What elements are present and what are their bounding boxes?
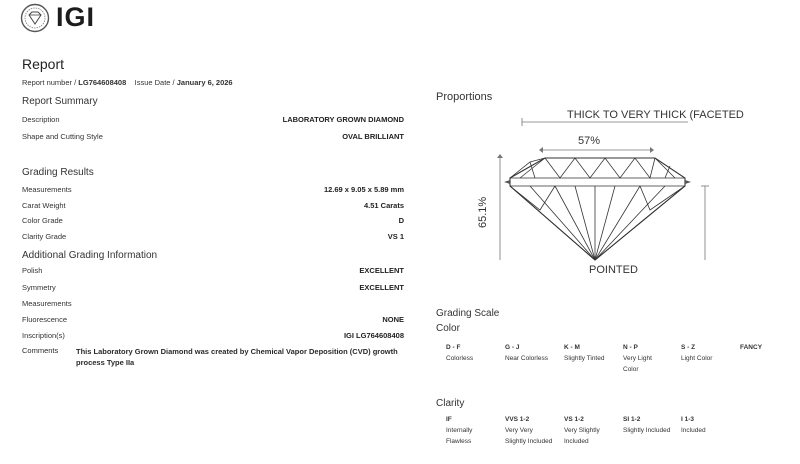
comments-text: This Laboratory Grown Diamond was created by Chemical Vapor Deposition (CVD) growth process Type IIa: [76, 347, 398, 367]
row-value: 12.69 x 9.05 x 5.89 mm: [323, 185, 404, 194]
scale-desc: Slightly Included: [623, 427, 671, 434]
clarity-scale-item: [505, 414, 553, 447]
scale-desc: Light Color: [681, 355, 713, 362]
scale-desc: Near Colorless: [505, 355, 548, 362]
scale-grade: D - F: [446, 344, 461, 351]
row-value: NONE: [382, 315, 404, 324]
summary-row-shape: [22, 132, 404, 144]
report-number: LG764608408: [78, 78, 127, 87]
summary-row-description: [22, 115, 404, 127]
row-label: Polish: [22, 266, 43, 275]
scale-desc: Very Light Color: [623, 355, 652, 373]
additional-row-measurements: [22, 299, 404, 311]
row-value: D: [398, 216, 404, 225]
scale-grade: IF: [446, 416, 452, 423]
brand-name: IGI: [56, 2, 96, 32]
row-value: IGI LG764608408: [343, 331, 404, 340]
row-label: Symmetry: [22, 283, 56, 292]
row-label: Fluorescence: [22, 315, 68, 324]
color-scale-item: [505, 342, 557, 364]
culet-label: POINTED: [589, 264, 638, 276]
summary-title: Report Summary: [22, 96, 98, 107]
row-label: Measurements: [22, 299, 72, 308]
color-scale-item: [740, 342, 792, 353]
row-label: Shape and Cutting Style: [22, 132, 103, 141]
additional-row-symmetry: [22, 283, 404, 295]
scale-grade: S - Z: [681, 344, 696, 351]
scale-grade: N - P: [623, 344, 638, 351]
color-scale-title: Color: [436, 323, 460, 334]
row-value: LABORATORY GROWN DIAMOND: [282, 115, 404, 124]
igi-seal-icon: [20, 3, 50, 33]
igi-logo: [20, 2, 95, 33]
scale-grade: K - M: [564, 344, 580, 351]
color-scale-item: [623, 342, 669, 375]
additional-row-polish: [22, 266, 404, 278]
grading-row-color: [22, 216, 404, 228]
scale-grade: VVS 1-2: [505, 416, 530, 423]
row-value: EXCELLENT: [359, 266, 404, 275]
scale-desc: Internally Flawless: [446, 427, 473, 445]
grading-title: Grading Results: [22, 167, 94, 178]
grading-row-measurements: [22, 185, 404, 197]
diamond-proportions-diagram: [477, 100, 760, 285]
clarity-scale-item: [564, 414, 616, 447]
clarity-scale-item: [681, 414, 733, 436]
color-scale-item: [446, 342, 498, 364]
grading-row-clarity: [22, 232, 404, 244]
table-percent: 57%: [578, 135, 601, 147]
issue-date: January 6, 2026: [176, 78, 233, 87]
clarity-scale-item: [446, 414, 498, 447]
comments-label: Comments: [22, 346, 59, 355]
row-value: VS 1: [387, 232, 404, 241]
row-label: Clarity Grade: [22, 232, 67, 241]
row-label: Color Grade: [22, 216, 63, 225]
row-value: OVAL BRILLIANT: [342, 132, 404, 141]
row-label: Inscription(s): [22, 331, 65, 340]
row-value: 4.51 Carats: [363, 201, 404, 210]
row-value: EXCELLENT: [359, 283, 404, 292]
proportions-title: Proportions: [436, 91, 493, 103]
scale-grade: FANCY: [740, 344, 763, 351]
row-label: Measurements: [22, 185, 72, 194]
girdle-label: THICK TO VERY THICK (FACETED: [567, 109, 744, 121]
scale-grade: I 1-3: [681, 416, 695, 423]
report-title: Report: [22, 56, 65, 72]
scale-grade: G - J: [505, 344, 520, 351]
scale-desc: Slightly Tinted: [564, 355, 605, 362]
scale-grade: SI 1-2: [623, 416, 641, 423]
scale-desc: Very Slightly Included: [564, 427, 600, 445]
additional-row-fluorescence: [22, 315, 404, 327]
scale-grade: VS 1-2: [564, 416, 584, 423]
additional-row-inscription: [22, 331, 404, 343]
additional-title: Additional Grading Information: [22, 250, 158, 261]
color-scale-item: [681, 342, 736, 364]
grading-scale-title: Grading Scale: [436, 308, 500, 319]
report-number-label: Report number /: [22, 78, 77, 87]
row-label: Description: [22, 115, 60, 124]
clarity-scale-title: Clarity: [436, 398, 465, 409]
report-meta: [22, 78, 233, 87]
scale-desc: Very Very Slightly Included: [505, 427, 553, 445]
scale-desc: Colorless: [446, 355, 474, 362]
depth-percent: 65.1%: [477, 196, 489, 228]
clarity-scale-item: [623, 414, 673, 436]
row-label: Carat Weight: [22, 201, 66, 210]
grading-row-carat: [22, 201, 404, 213]
scale-desc: Included: [681, 427, 706, 434]
color-scale-item: [564, 342, 619, 364]
issue-date-label: Issue Date /: [134, 78, 175, 87]
